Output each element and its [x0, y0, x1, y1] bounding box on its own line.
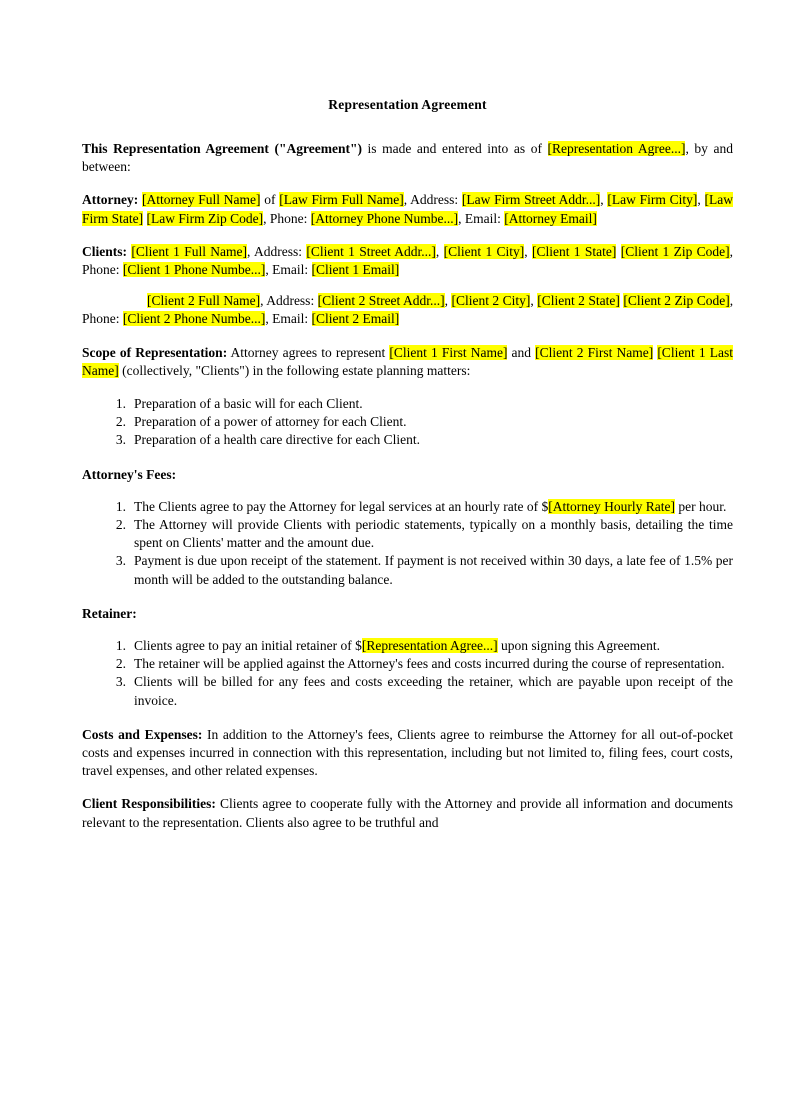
- attorney-paragraph: [82, 191, 733, 227]
- field-attorney-email[interactable]: [Attorney Email]: [504, 210, 597, 226]
- client-1-phone-label: , Phone:: [82, 243, 734, 278]
- scope-text-2: and: [507, 344, 536, 360]
- field-client-1-email[interactable]: [Client 1 Email]: [311, 262, 400, 278]
- field-client-2-city[interactable]: [Client 2 City]: [451, 293, 531, 309]
- field-client-1-street[interactable]: [Client 1 Street Addr...]: [306, 243, 436, 259]
- field-client-1-first-name[interactable]: [Client 1 First Name]: [389, 344, 508, 360]
- field-law-firm-city[interactable]: [Law Firm City]: [607, 192, 698, 208]
- field-client-2-first-name[interactable]: [Client 2 First Name]: [535, 344, 654, 360]
- attorney-fees-list: [82, 498, 733, 589]
- client-1-address-label: , Address:: [247, 243, 307, 259]
- costs-body: In addition to the Attorney's fees, Clients agree to reimburse the Attorney for all out-of-pocket costs and expenses incurred in connection with this representation, including but not limited to, filing fees, court costs, travel expenses, and other related expenses.: [82, 726, 733, 779]
- attorney-email-label: , Email:: [458, 210, 505, 226]
- client-2-phone-label: , Phone:: [82, 293, 734, 327]
- client-2-sep-2: ,: [530, 293, 538, 309]
- field-retainer-amount[interactable]: [Representation Agree...]: [361, 638, 498, 654]
- attorney-sep-1: ,: [600, 192, 608, 208]
- retainer-item-1-post: upon signing this Agreement.: [497, 638, 660, 654]
- retainer-item-1-pre: Clients agree to pay an initial retainer of $: [134, 638, 362, 654]
- field-client-2-full-name[interactable]: [Client 2 Full Name]: [147, 293, 261, 309]
- scope-paragraph: [82, 344, 733, 380]
- retainer-list: [82, 637, 733, 710]
- intro-paragraph: [82, 140, 733, 176]
- field-attorney-phone[interactable]: [Attorney Phone Numbe...]: [310, 210, 459, 226]
- attorney-address-label: , Address:: [403, 192, 462, 208]
- field-client-2-zip[interactable]: [Client 2 Zip Code]: [623, 293, 730, 309]
- section-heading-attorney-fees: Attorney's Fees:: [82, 466, 177, 482]
- list-item: Preparation of a basic will for each Client.: [134, 396, 363, 412]
- client-2-paragraph: [82, 292, 733, 328]
- client-responsibilities-paragraph: [82, 795, 733, 831]
- list-item: Payment is due upon receipt of the statement. If payment is not received within 30 days, a late fee of 1.5% per month will be added to the outstanding balance.: [134, 553, 733, 587]
- scope-text-3: (collectively, "Clients") in the following estate planning matters:: [118, 362, 471, 378]
- list-item: The retainer will be applied against the Attorney's fees and costs incurred during the course of representation.: [134, 656, 725, 672]
- field-law-firm-street[interactable]: [Law Firm Street Addr...]: [461, 192, 601, 208]
- field-client-2-state[interactable]: [Client 2 State]: [537, 293, 620, 309]
- client-2-email-label: , Email:: [265, 311, 312, 327]
- document-body: [82, 96, 733, 847]
- field-client-1-state[interactable]: [Client 1 State]: [531, 243, 617, 259]
- costs-lead: Costs and Expenses:: [82, 726, 203, 742]
- scope-text-1: Attorney agrees to represent: [227, 344, 390, 360]
- client-2-address-label: , Address:: [260, 293, 318, 309]
- list-item: Preparation of a health care directive for each Client.: [134, 432, 420, 448]
- attorney-sep-2: ,: [697, 192, 705, 208]
- field-client-2-street[interactable]: [Client 2 Street Addr...]: [317, 293, 445, 309]
- attorney-label: Attorney:: [82, 192, 139, 208]
- client-responsibilities-lead: Client Responsibilities:: [82, 796, 216, 812]
- client-1-email-label: , Email:: [265, 262, 312, 278]
- client-1-sep-2: ,: [524, 243, 532, 259]
- costs-and-expenses-paragraph: [82, 726, 733, 781]
- client-1-sep-1: ,: [435, 243, 444, 259]
- attorney-sep-3: [143, 211, 146, 226]
- intro-text: is made and entered into as of: [361, 141, 548, 156]
- list-item: The Attorney will provide Clients with periodic statements, typically on a monthly basis, detailing the time spent on Clients' matter and the amount due.: [134, 517, 733, 551]
- list-item: [134, 498, 733, 516]
- scope-matters-list: [82, 395, 733, 450]
- field-client-1-zip[interactable]: [Client 1 Zip Code]: [620, 243, 730, 259]
- field-client-1-full-name[interactable]: [Client 1 Full Name]: [131, 243, 248, 259]
- field-attorney-full-name[interactable]: [Attorney Full Name]: [142, 192, 261, 208]
- field-law-firm-full-name[interactable]: [Law Firm Full Name]: [279, 192, 404, 208]
- client-2-sep-1: ,: [444, 293, 452, 309]
- field-client-2-email[interactable]: [Client 2 Email]: [311, 311, 400, 327]
- scope-lead: Scope of Representation:: [82, 344, 228, 360]
- field-client-1-city[interactable]: [Client 1 City]: [443, 243, 525, 259]
- field-attorney-hourly-rate[interactable]: [Attorney Hourly Rate]: [548, 498, 675, 514]
- field-law-firm-state[interactable]: [Law Firm State]: [82, 192, 734, 226]
- section-heading-retainer: Retainer:: [82, 605, 137, 621]
- field-client-1-phone[interactable]: [Client 1 Phone Numbe...]: [122, 262, 266, 278]
- fees-item-1-pre: The Clients agree to pay the Attorney for legal services at an hourly rate of $: [134, 498, 549, 514]
- attorney-phone-label: , Phone:: [263, 210, 311, 226]
- clients-label: Clients:: [82, 243, 127, 259]
- fees-item-1-post: per hour.: [674, 498, 727, 514]
- field-law-firm-zip[interactable]: [Law Firm Zip Code]: [146, 210, 264, 226]
- field-client-1-last-name[interactable]: [Client 1 Last Name]: [82, 344, 734, 378]
- field-agreement-date[interactable]: [Representation Agree...]: [547, 141, 686, 156]
- client-1-paragraph: [82, 243, 733, 279]
- client-responsibilities-body: Clients agree to cooperate fully with the Attorney and provide all information and documents relevant to the representation. Clients also agree to be truthful and: [82, 796, 733, 830]
- list-item: Clients will be billed for any fees and costs exceeding the retainer, which are payable upon receipt of the invoice.: [134, 674, 733, 708]
- field-client-2-phone[interactable]: [Client 2 Phone Numbe...]: [122, 311, 266, 327]
- attorney-connector-of: of: [260, 192, 280, 208]
- intro-lead: This Representation Agreement ("Agreement"): [82, 141, 362, 156]
- list-item: [134, 637, 733, 655]
- intro-tail: , by and between:: [82, 141, 733, 175]
- page-title: Representation Agreement: [328, 97, 487, 112]
- list-item: Preparation of a power of attorney for each Client.: [134, 414, 407, 430]
